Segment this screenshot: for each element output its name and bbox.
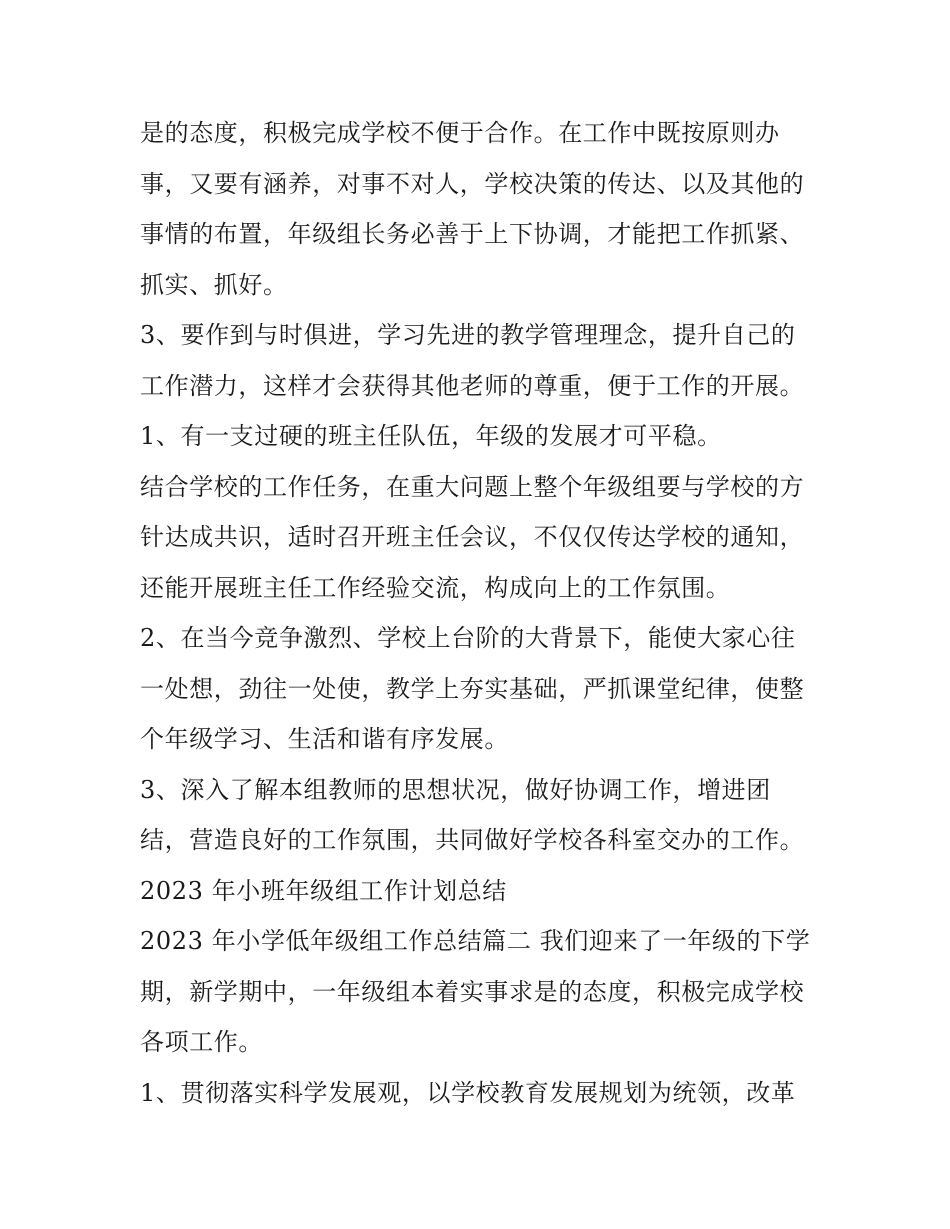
text-line: 结，营造良好的工作氛围，共同做好学校各科室交办的工作。 [140, 826, 805, 854]
text-line: 针达成共识，适时召开班主任会议，不仅仅传达学校的通知， [140, 523, 805, 551]
text-line: 个年级学习、生活和谐有序发展。 [140, 725, 509, 753]
text-line: 是的态度，积极完成学校不便于合作。在工作中既按原则办 [140, 119, 780, 147]
text-line: 1、贯彻落实科学发展观，以学校教育发展规划为统领，改革 [140, 1078, 796, 1107]
text-line: 3、要作到与时俱进，学习先进的教学管理理念，提升自己的 [140, 321, 796, 349]
text-line: 1、有一支过硬的班主任队伍，年级的发展才可平稳。 [140, 422, 722, 450]
text-line: 一处想，劲往一处使，教学上夯实基础，严抓课堂纪律，使整 [140, 674, 805, 703]
text-line: 抓实、抓好。 [140, 270, 288, 299]
text-line: 结合学校的工作任务，在重大问题上整个年级组要与学校的方 [140, 472, 805, 501]
text-line: 工作潜力，这样才会获得其他老师的尊重，便于工作的开展。 [140, 371, 805, 400]
text-line: 2、在当今竞争激烈、学校上台阶的大背景下，能使大家心往 [140, 624, 796, 652]
text-line: 期，新学期中，一年级组本着实事求是的态度，积极完成学校 [140, 977, 805, 1006]
text-line: 还能开展班主任工作经验交流，构成向上的工作氛围。 [140, 573, 731, 602]
heading-line: 2023 年小班年级组工作计划总结 [140, 876, 507, 905]
text-line: 2023 年小学低年级组工作总结篇二 我们迎来了一年级的下学 [140, 927, 811, 955]
document-body [140, 108, 830, 1118]
text-line: 事，又要有涵养，对事不对人，学校决策的传达、以及其他的 [140, 169, 805, 198]
text-line: 各项工作。 [140, 1028, 263, 1056]
text-line: 3、深入了解本组教师的思想状况，做好协调工作，增进团 [140, 775, 771, 804]
text-line: 事情的布置，年级组长务必善于上下协调，才能把工作抓紧、 [140, 220, 805, 248]
